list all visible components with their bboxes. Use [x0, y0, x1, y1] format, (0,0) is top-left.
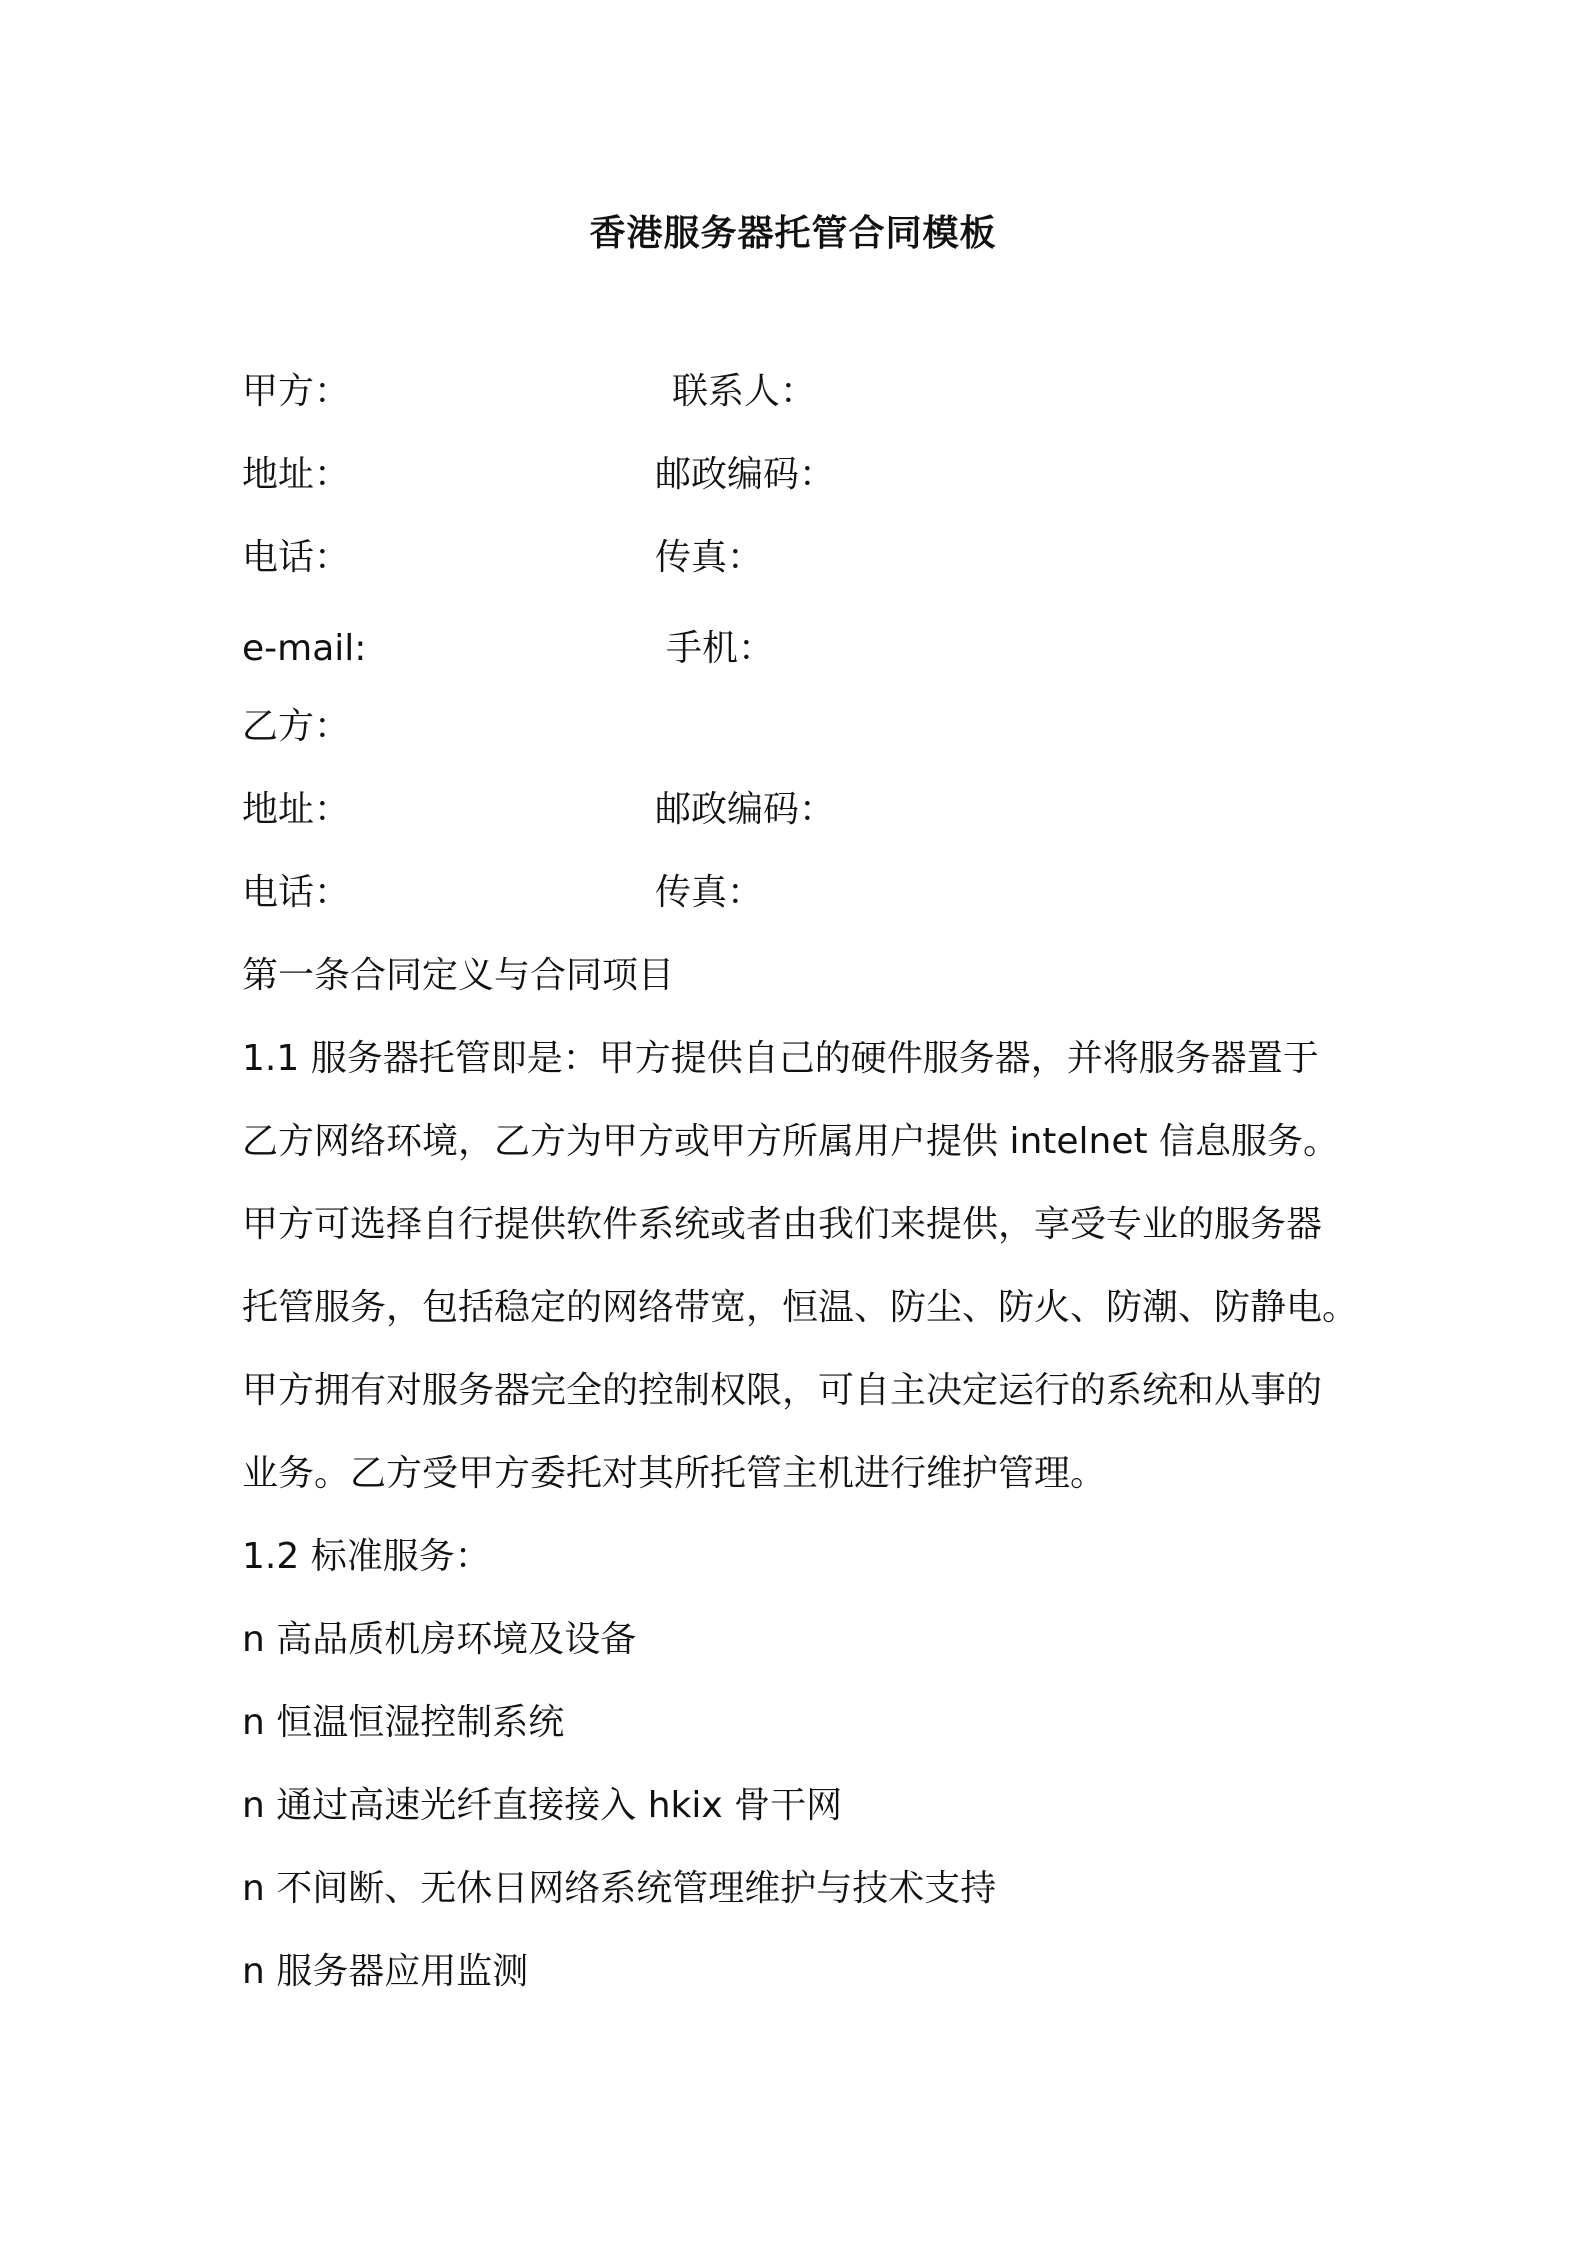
service-bullet: n 恒温恒湿控制系统 — [242, 1702, 565, 1743]
party-b-postcode-label: 邮政编码： — [655, 789, 836, 830]
party-b-label: 乙方： — [242, 706, 351, 747]
document-title: 香港服务器托管合同模板 — [589, 213, 997, 254]
party-a-mobile-label: 手机： — [666, 628, 775, 669]
article-1-para-line: 1.1 服务器托管即是：甲方提供自己的硬件服务器，并将服务器置于 — [242, 1038, 1319, 1079]
service-bullet: n 高品质机房环境及设备 — [242, 1619, 637, 1660]
party-b-address-label: 地址： — [242, 789, 351, 830]
party-a-phone-label: 电话： — [242, 537, 351, 578]
service-bullet: n 不间断、无休日网络系统管理维护与技术支持 — [242, 1868, 997, 1909]
article-1-para-line: 甲方可选择自行提供软件系统或者由我们来提供，享受专业的服务器 — [242, 1204, 1323, 1245]
service-bullet: n 服务器应用监测 — [242, 1951, 529, 1992]
article-1-para-line: 业务。乙方受甲方委托对其所托管主机进行维护管理。 — [242, 1453, 1107, 1494]
party-b-fax-label: 传真： — [655, 872, 764, 913]
party-a-fax-label: 传真： — [655, 537, 764, 578]
service-bullet: n 通过高速光纤直接接入 hkix 骨干网 — [242, 1785, 843, 1826]
party-b-phone-label: 电话： — [242, 872, 351, 913]
party-a-email-label: e-mail: — [242, 628, 367, 669]
party-a-contact-label: 联系人： — [672, 371, 817, 412]
article-1-para-line: 托管服务，包括稳定的网络带宽，恒温、防尘、防火、防潮、防静电。 — [242, 1287, 1359, 1328]
article-1-sub-heading: 1.2 标准服务： — [242, 1536, 491, 1577]
party-a-address-label: 地址： — [242, 454, 351, 495]
party-a-label: 甲方： — [242, 371, 351, 412]
article-1-para-line: 甲方拥有对服务器完全的控制权限，可自主决定运行的系统和从事的 — [242, 1370, 1323, 1411]
article-1-para-line: 乙方网络环境，乙方为甲方或甲方所属用户提供 intelnet 信息服务。 — [242, 1121, 1340, 1162]
article-1-heading: 第一条合同定义与合同项目 — [242, 955, 675, 996]
party-a-postcode-label: 邮政编码： — [655, 454, 836, 495]
